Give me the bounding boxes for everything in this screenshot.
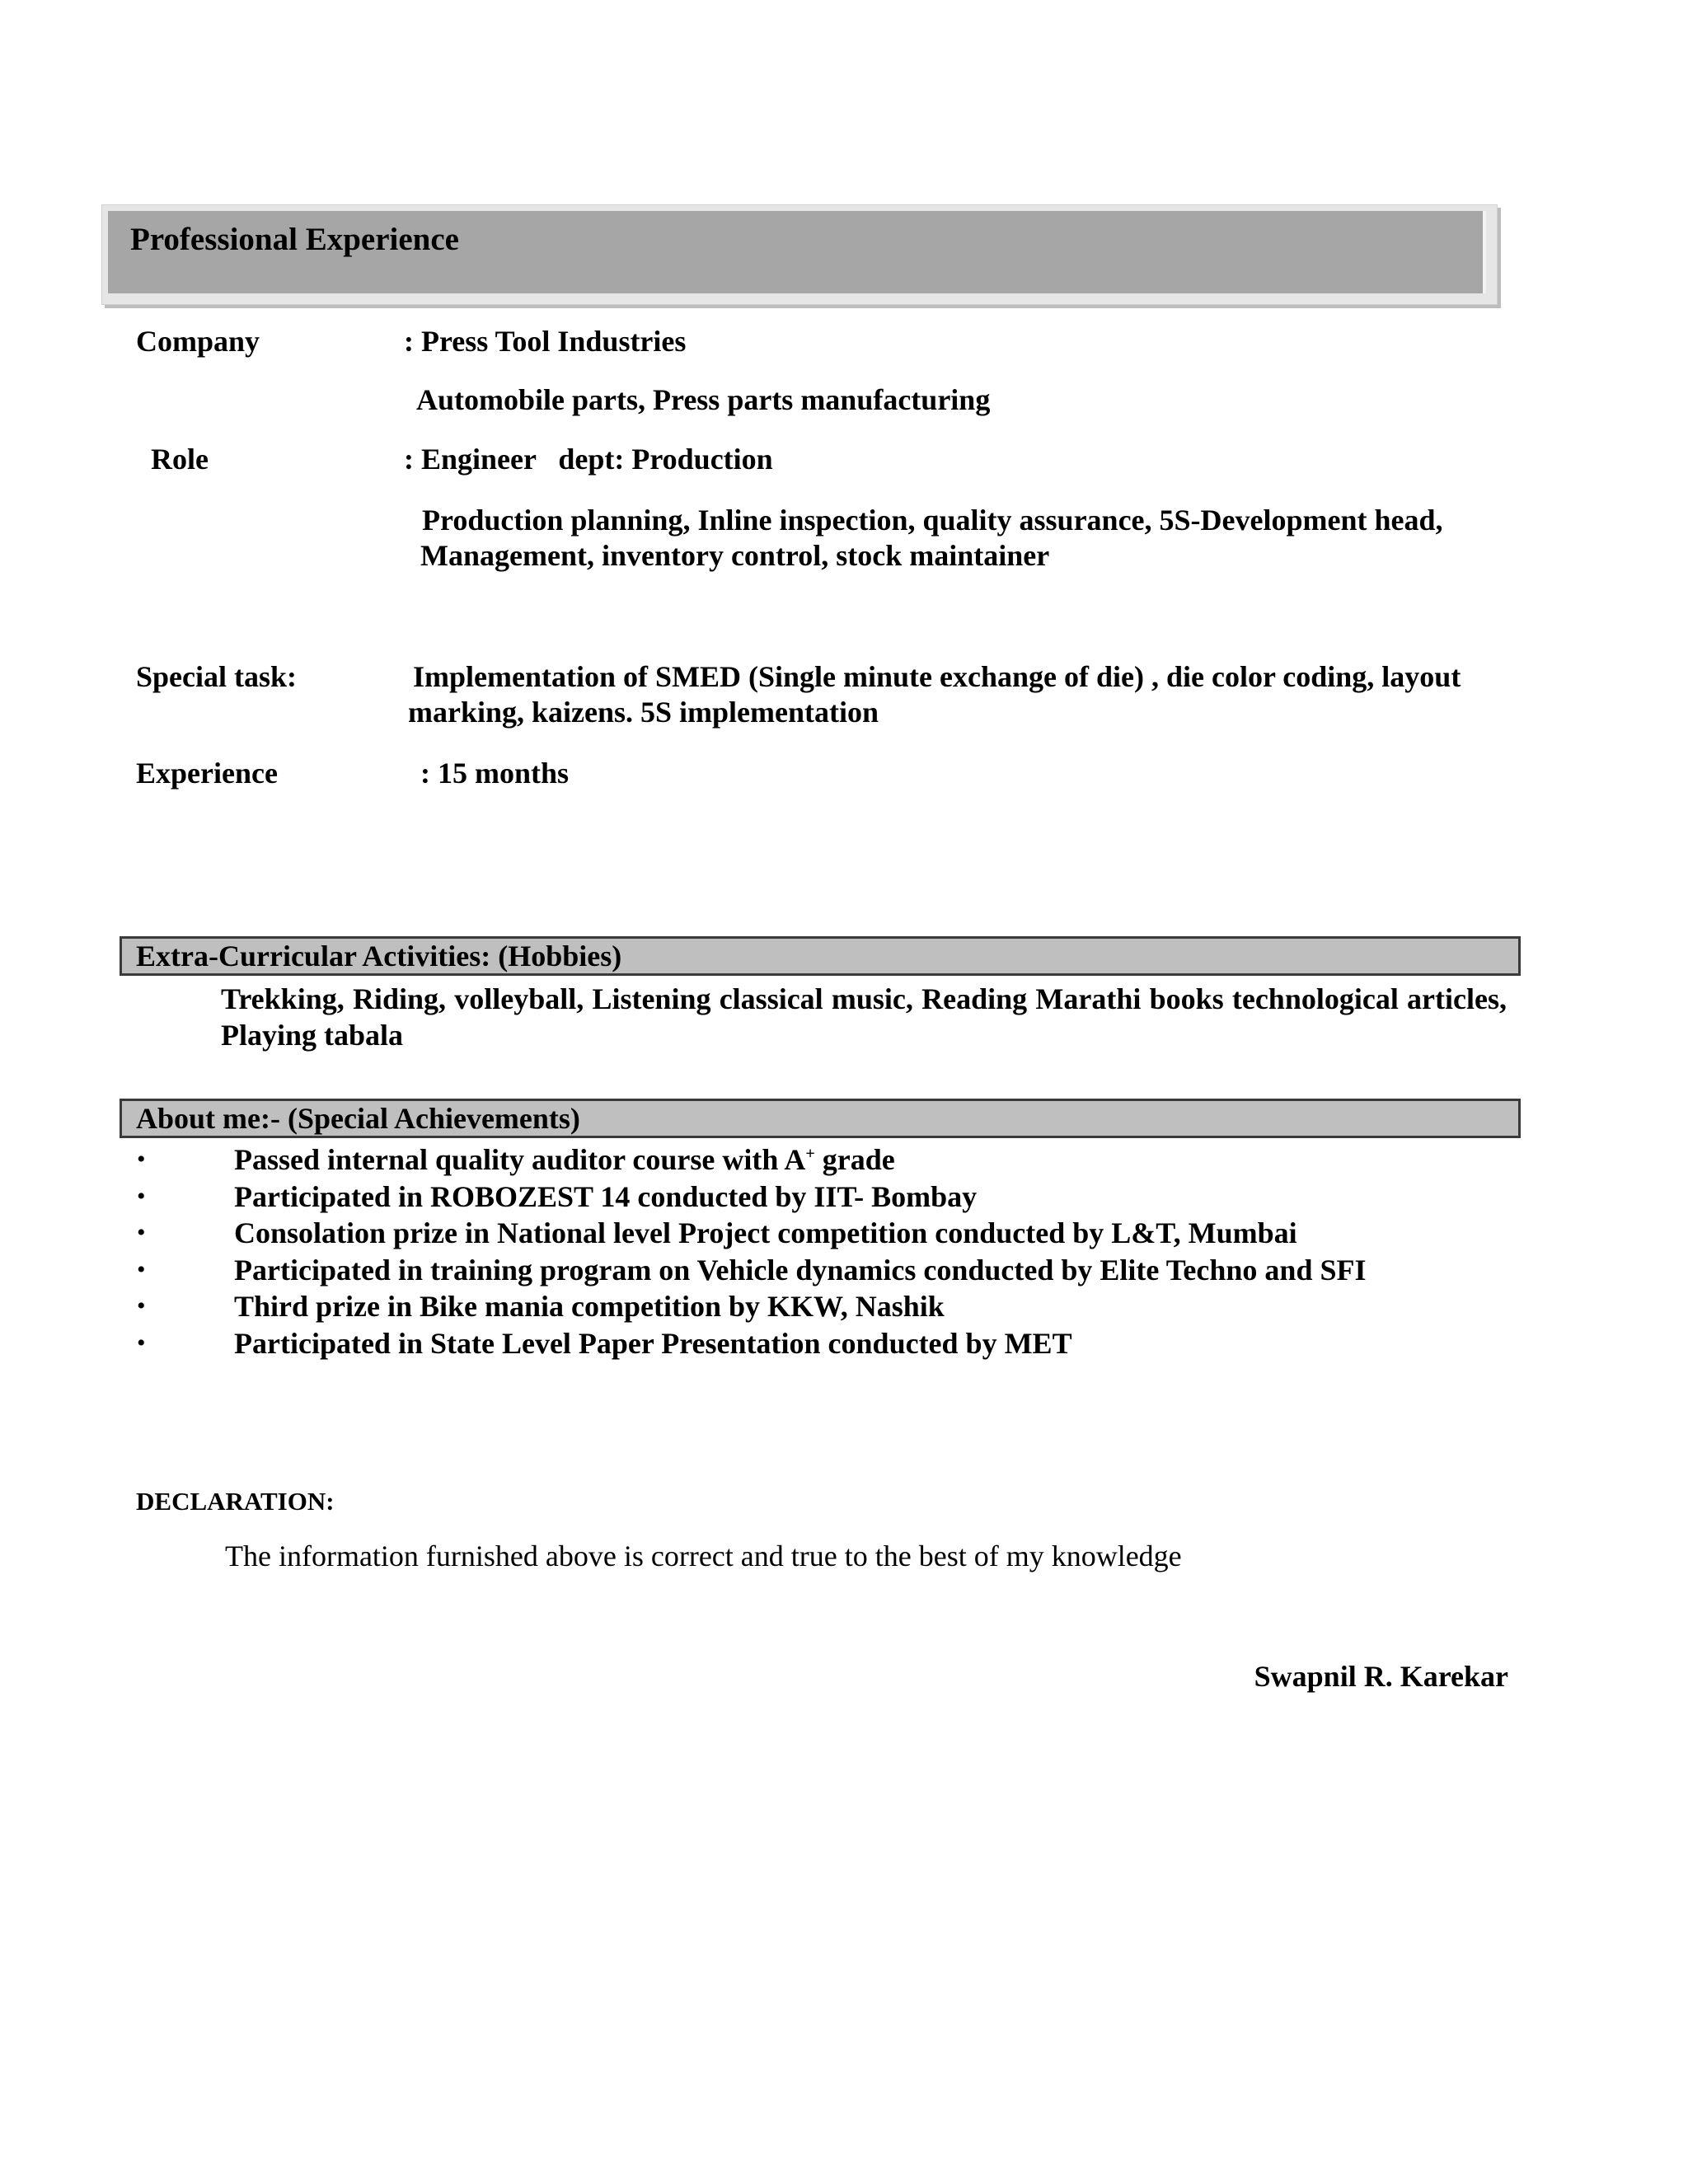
about-me-title: About me:- (Special Achievements) [136, 1102, 580, 1135]
achievement-text: Passed internal quality auditor course with A+ grade [234, 1143, 895, 1176]
company-label: Company [136, 325, 260, 358]
achievement-text: Participated in training program on Vehicle dynamics conducted by Elite Techno and SFI [234, 1253, 1367, 1286]
extra-curricular-title: Extra-Curricular Activities: (Hobbies) [136, 940, 622, 972]
achievement-item [130, 1288, 1531, 1325]
bullet-icon: • [137, 1292, 146, 1320]
declaration-label: DECLARATION: [136, 1487, 335, 1516]
bullet-icon: • [137, 1255, 146, 1283]
achievement-item [130, 1252, 1531, 1289]
bullet-icon: • [137, 1329, 146, 1357]
special-task-label: Special task: [136, 660, 298, 693]
special-task-line-1: Implementation of SMED (Single minute exchange of die) , die color coding, layout [413, 660, 1461, 693]
hobbies-text: Trekking, Riding, volleyball, Listening classical music, Reading Marathi books technological articles, Playing tabala [221, 982, 1507, 1052]
achievement-item [130, 1141, 1531, 1179]
role-label: Role [151, 443, 209, 476]
achievements-list [130, 1141, 1531, 1362]
achievement-item [130, 1179, 1531, 1216]
special-task-line-2: marking, kaizens. 5S implementation [408, 696, 879, 729]
company-value: : Press Tool Industries [404, 325, 687, 358]
achievement-text: Third prize in Bike mania competition by KKW, Nashik [234, 1290, 945, 1324]
section-title-professional-experience: Professional Experience [130, 222, 459, 257]
signature-name: Swapnil R. Karekar [1254, 1660, 1508, 1693]
role-value: : Engineer dept: Production [404, 443, 773, 476]
declaration-text: The information furnished above is correct and true to the best of my knowledge [225, 1540, 1182, 1572]
achievement-text: Participated in ROBOZEST 14 conducted by IIT- Bombay [234, 1179, 978, 1213]
role-description-line-1: Production planning, Inline inspection, quality assurance, 5S-Development head, [422, 504, 1443, 537]
experience-value: : 15 months [420, 757, 570, 790]
achievement-text: Consolation prize in National level Project competition conducted by L&T, Mumbai [234, 1216, 1297, 1250]
achievement-item [130, 1325, 1531, 1362]
grade-superscript: + [805, 1145, 815, 1163]
role-description-line-2: Management, inventory control, stock maintainer [420, 539, 1050, 572]
achievement-item [130, 1215, 1531, 1252]
bullet-icon: • [137, 1219, 146, 1247]
achievement-text: Participated in State Level Paper Presentation conducted by MET [234, 1326, 1072, 1360]
bullet-icon: • [137, 1182, 146, 1210]
company-description: Automobile parts, Press parts manufacturing [416, 383, 991, 416]
experience-label: Experience [136, 757, 278, 790]
bullet-icon: • [137, 1146, 146, 1173]
